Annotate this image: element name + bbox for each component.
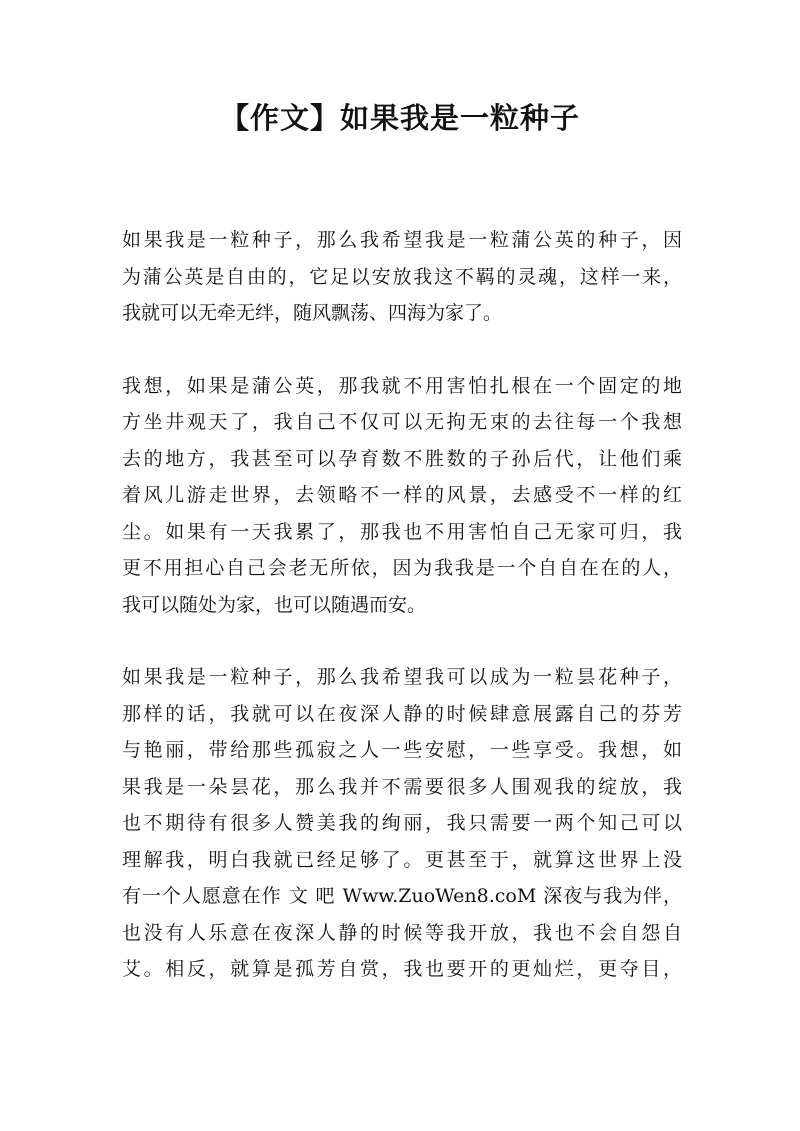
text-line: 我可以随处为家，也可以随遇而安。 bbox=[122, 593, 427, 616]
text-line: 方坐井观天了，我自己不仅可以无拘无束的去往每一个我想 bbox=[122, 411, 682, 433]
text-line: 尘。如果有一天我累了，那我也不用害怕自己无家可归，我 bbox=[122, 520, 682, 543]
text-line: 去的地方，我甚至可以孕育数不胜数的子孙后代，让他们乘 bbox=[122, 447, 682, 470]
text-line: 如果我是一粒种子，那么我希望我是一粒蒲公英的种子，因 bbox=[122, 229, 682, 251]
text-line: 艾。相反，就算是孤芳自赏，我也要开的更灿烂，更夺目， bbox=[122, 958, 682, 980]
text-line: 为蒲公英是自由的，它足以安放我这不羁的灵魂，这样一来， bbox=[122, 265, 682, 288]
text-line: 有一个人愿意在作 文 吧 Www.ZuoWen8.coM 深夜与我为伴， bbox=[122, 885, 682, 907]
text-line: 理解我，明白我就已经足够了。更甚至于，就算这世界上没 bbox=[122, 848, 682, 871]
document-title: 【作文】如果我是一粒种子 bbox=[219, 101, 580, 135]
text-line: 果我是一朵昙花，那么我并不需要很多人围观我的绽放，我 bbox=[122, 775, 682, 798]
text-line: 我想，如果是蒲公英，那我就不用害怕扎根在一个固定的地 bbox=[122, 374, 682, 397]
text-line: 着风儿游走世界，去领略不一样的风景，去感受不一样的红 bbox=[122, 484, 682, 506]
paragraph-3 bbox=[122, 659, 682, 988]
text-line: 与艳丽，带给那些孤寂之人一些安慰，一些享受。我想，如 bbox=[122, 739, 682, 761]
text-line: 也不期待有很多人赞美我的绚丽，我只需要一两个知己可以 bbox=[122, 812, 682, 834]
paragraph-2 bbox=[122, 368, 682, 624]
text-line: 那样的话，我就可以在夜深人静的时候肆意展露自己的芬芳 bbox=[122, 702, 682, 725]
text-line: 更不用担心自己会老无所依，因为我我是一个自自在在的人， bbox=[122, 557, 682, 579]
text-line: 也没有人乐意在夜深人静的时候等我开放，我也不会自怨自 bbox=[122, 921, 682, 944]
paragraph-1 bbox=[122, 222, 682, 332]
text-line: 我就可以无牵无绊，随风飘荡、四海为家了。 bbox=[122, 302, 503, 324]
text-line: 如果我是一粒种子，那么我希望我可以成为一粒昙花种子， bbox=[122, 666, 682, 688]
document-body bbox=[122, 222, 682, 1024]
